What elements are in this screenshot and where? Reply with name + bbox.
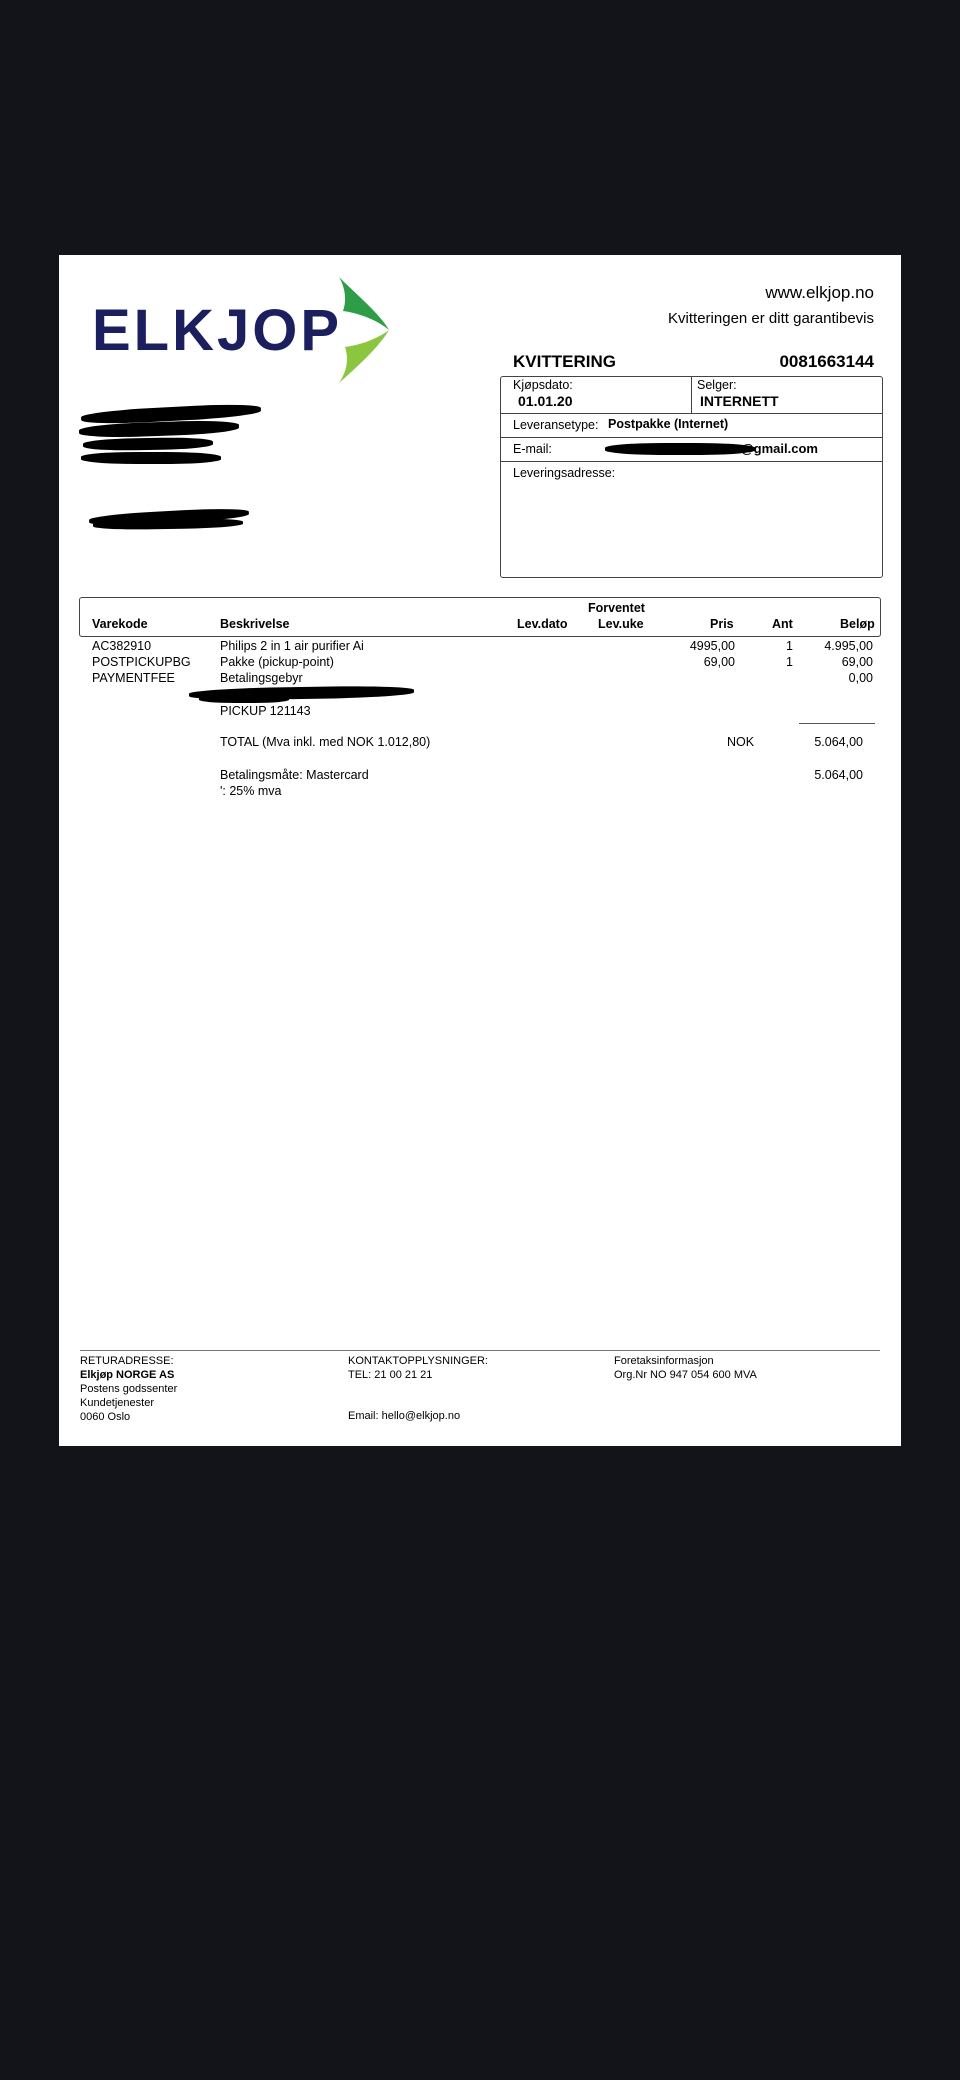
order-info-box <box>500 376 883 578</box>
row-amount: 69,00 <box>841 655 873 669</box>
redacted-address-line <box>81 452 221 464</box>
footer-divider <box>80 1350 880 1351</box>
row-qty: 1 <box>786 639 793 653</box>
email-domain: @gmail.com <box>741 441 818 456</box>
row-description: Philips 2 in 1 air purifier Ai <box>220 639 364 653</box>
row-code: POSTPICKUPBG <box>92 655 191 669</box>
seller-value: INTERNETT <box>700 393 779 409</box>
col-header-code: Varekode <box>92 617 148 631</box>
return-company: Elkjøp NORGE AS <box>80 1369 175 1381</box>
delivery-type-label: Leveransetype: <box>513 418 599 432</box>
elkjop-logo-text: ELKJOP <box>92 298 343 363</box>
row-description: Pakke (pickup-point) <box>220 655 334 669</box>
row-amount: 4.995,00 <box>824 639 873 653</box>
company-info-title: Foretaksinformasjon <box>614 1355 714 1367</box>
col-header-price: Pris <box>710 617 734 631</box>
elkjop-chevron-logo-icon <box>337 275 393 385</box>
contact-email: Email: hello@elkjop.no <box>348 1410 461 1422</box>
receipt-number: 0081663144 <box>779 352 874 371</box>
col-header-expected: Forventet <box>588 601 645 615</box>
return-line-3: 0060 Oslo <box>80 1411 131 1423</box>
delivery-address-label: Leveringsadresse: <box>513 466 616 480</box>
company-org-number: Org.Nr NO 947 054 600 MVA <box>614 1369 757 1381</box>
total-value: 5.064,00 <box>814 735 863 749</box>
website-url: www.elkjop.no <box>765 283 874 302</box>
total-label: TOTAL (Mva inkl. med NOK 1.012,80) <box>220 735 431 749</box>
contact-title: KONTAKTOPPLYSNINGER: <box>348 1355 488 1367</box>
pickup-note: PICKUP 121143 <box>220 704 311 718</box>
row-qty: 1 <box>786 655 793 669</box>
purchase-date-value: 01.01.20 <box>518 393 573 409</box>
payment-method: Betalingsmåte: Mastercard <box>220 768 369 782</box>
vat-note: ': 25% mva <box>220 784 282 798</box>
return-line-2: Kundetjenester <box>80 1397 154 1409</box>
email-label: E-mail: <box>513 442 552 456</box>
receipt-page <box>59 255 901 1446</box>
row-code: AC382910 <box>92 639 152 653</box>
col-header-qty: Ant <box>772 617 793 631</box>
receipt-title: KVITTERING <box>513 352 616 371</box>
row-price: 4995,00 <box>689 639 735 653</box>
return-address-title: RETURADRESSE: <box>80 1355 174 1367</box>
delivery-type-value: Postpakke (Internet) <box>608 417 729 431</box>
redacted-pickup-info <box>199 695 289 703</box>
return-line-1: Postens godssenter <box>80 1383 178 1395</box>
col-header-description: Beskrivelse <box>220 617 290 631</box>
contact-phone: TEL: 21 00 21 21 <box>348 1369 433 1381</box>
col-header-amount: Beløp <box>840 617 875 631</box>
redacted-address-line <box>83 437 213 451</box>
items-table-header <box>79 597 881 637</box>
payment-amount: 5.064,00 <box>814 768 863 782</box>
purchase-date-label: Kjøpsdato: <box>513 378 573 392</box>
row-price: 69,00 <box>703 655 735 669</box>
row-description: Betalingsgebyr <box>220 671 303 685</box>
seller-label: Selger: <box>697 378 737 392</box>
tagline: Kvitteringen er ditt garantibevis <box>668 310 874 327</box>
row-amount: 0,00 <box>848 671 873 685</box>
col-header-delivery-date: Lev.dato <box>517 617 568 631</box>
redacted-email <box>605 443 755 455</box>
total-divider <box>799 723 875 724</box>
col-header-delivery-week: Lev.uke <box>598 617 644 631</box>
total-currency: NOK <box>727 735 755 749</box>
row-code: PAYMENTFEE <box>92 671 175 685</box>
